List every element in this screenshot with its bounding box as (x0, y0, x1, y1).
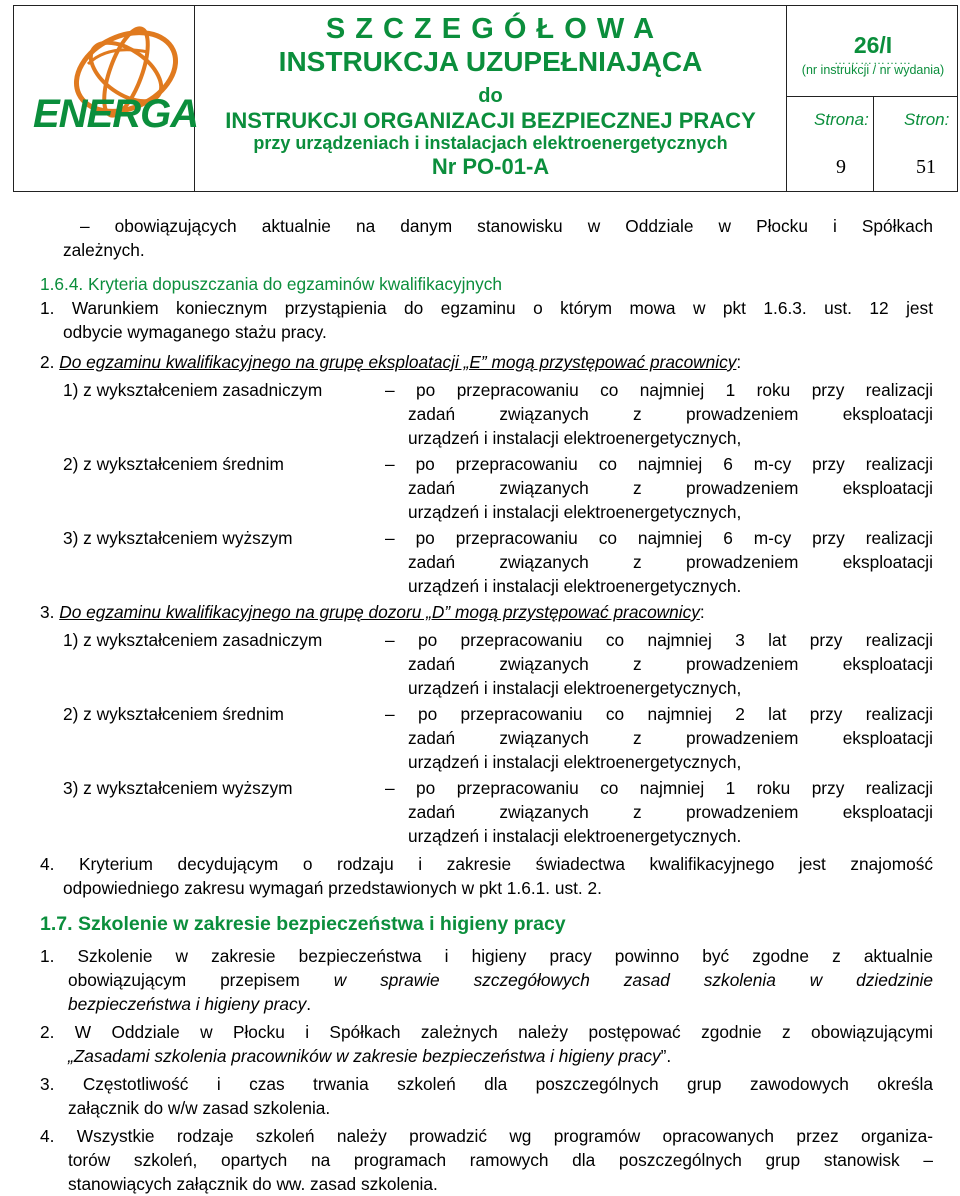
text-line: 3. Częstotliwość i czas trwania szkoleń dla poszczególnych grup zawodowych określa (40, 1074, 933, 1094)
header-divider (786, 96, 957, 97)
text-line: urządzeń i instalacji elektroenergetycznych, (408, 678, 742, 698)
text-line: 2) z wykształceniem średnim (63, 454, 284, 474)
text-line: – po przepracowaniu co najmniej 1 roku przy realizacji (385, 380, 933, 400)
title-line: do (478, 84, 503, 107)
text-line: zadań związanych z prowadzeniem eksploatacji (408, 404, 933, 424)
text-line: urządzeń i instalacji elektroenergetycznych. (408, 576, 742, 596)
paragraph-line (68, 968, 933, 992)
pages-label: Stron: (904, 110, 950, 129)
item-number: 3. (40, 602, 60, 622)
section-heading: 1.7. Szkolenie w zakresie bezpieczeństwa i higieny pracy (40, 913, 566, 935)
text-line: zależnych. (63, 240, 145, 260)
paragraph-line (68, 1044, 671, 1068)
doc-number: 26/I (853, 32, 893, 58)
title-line: INSTRUKCJI ORGANIZACJI BEZPIECZNEJ PRACY (225, 107, 756, 133)
text-line: urządzeń i instalacji elektroenergetycznych. (408, 826, 742, 846)
punctuation: : (736, 352, 742, 372)
text-line: torów szkoleń, opartych na programach ramowych dla poszczególnych grup stanowisk – (68, 1150, 933, 1170)
page-number: 9 (836, 156, 846, 178)
subsection-heading: 1.6.4. Kryteria dopuszczania do egzaminów kwalifikacyjnych (40, 274, 503, 294)
text-line: zadań związanych z prowadzeniem eksploatacji (408, 552, 933, 572)
text-line: urządzeń i instalacji elektroenergetycznych, (408, 428, 742, 448)
punctuation: ”. (660, 1046, 672, 1066)
title-line: INSTRUKCJA UZUPEŁNIAJĄCA (278, 46, 703, 78)
text-line: 2) z wykształceniem średnim (63, 704, 284, 724)
emphasis-text: „Zasadami szkolenia pracowników w zakresie bezpieczeństwa i higieny pracy (68, 1046, 661, 1066)
paragraph-line (68, 992, 311, 1016)
text-line: zadań związanych z prowadzeniem eksploatacji (408, 728, 933, 748)
text-line: – po przepracowaniu co najmniej 6 m-cy przy realizacji (385, 454, 933, 474)
text-line: zadań związanych z prowadzeniem eksploatacji (408, 654, 933, 674)
logo-text: ENERGA (33, 92, 199, 136)
document-title (195, 13, 786, 179)
text-fragment: obowiązującym przepisem (68, 970, 334, 990)
header-divider (873, 96, 874, 191)
emphasis-text: Do egzaminu kwalifikacyjnego na grupę eksploatacji „E” mogą przystępować pracownicy (59, 352, 737, 372)
text-line: – po przepracowaniu co najmniej 2 lat przy realizacji (385, 704, 933, 724)
text-line: 4. Wszystkie rodzaje szkoleń należy prowadzić wg programów opracowanych przez organiza- (40, 1126, 933, 1146)
text-line: 1. Warunkiem koniecznym przystąpienia do egzaminu o którym mowa w pkt 1.6.3. ust. 12 jest (40, 298, 933, 318)
doc-number-dots: ……………… (834, 53, 912, 67)
punctuation: . (306, 994, 312, 1014)
title-line: S Z C Z E G Ó Ł O W A (325, 13, 656, 45)
text-line: 2. W Oddziale w Płocku i Spółkach zależnych należy postępować zgodnie z obowiązującymi (40, 1022, 933, 1042)
paragraph-line (40, 600, 705, 624)
page-label: Strona: (814, 110, 869, 129)
text-line: odbycie wymaganego stażu pracy. (63, 322, 327, 342)
text-line: 3) z wykształceniem wyższym (63, 528, 293, 548)
text-line: – po przepracowaniu co najmniej 1 roku przy realizacji (385, 778, 933, 798)
text-line: urządzeń i instalacji elektroenergetycznych, (408, 502, 742, 522)
doc-number-caption: (nr instrukcji / nr wydania) (801, 63, 945, 77)
text-line: – obowiązujących aktualnie na danym stanowisku w Oddziale w Płocku i Spółkach (80, 216, 933, 236)
title-line: przy urządzeniach i instalacjach elektroenergetycznych (253, 132, 728, 153)
text-line: 4. Kryterium decydującym o rodzaju i zakresie świadectwa kwalifikacyjnego jest znajomość (40, 854, 933, 874)
emphasis-text: w sprawie szczegółowych zasad szkolenia w dziedzinie (333, 970, 934, 990)
text-line: 3) z wykształceniem wyższym (63, 778, 293, 798)
title-line: Nr PO-01-A (431, 153, 550, 179)
text-line: – po przepracowaniu co najmniej 6 m-cy przy realizacji (385, 528, 933, 548)
text-line: 1. Szkolenie w zakresie bezpieczeństwa i higieny pracy powinno być zgodne z aktualnie (40, 946, 933, 966)
text-line: 1) z wykształceniem zasadniczym (63, 380, 323, 400)
item-number: 2. (40, 352, 60, 372)
text-line: stanowiących załącznik do ww. zasad szkolenia. (68, 1174, 438, 1194)
paragraph-line (40, 350, 741, 374)
text-line: – po przepracowaniu co najmniej 3 lat przy realizacji (385, 630, 933, 650)
punctuation: : (699, 602, 705, 622)
page-count: 51 (916, 156, 936, 178)
text-line: zadań związanych z prowadzeniem eksploatacji (408, 478, 933, 498)
emphasis-text: Do egzaminu kwalifikacyjnego na grupę dozoru „D” mogą przystępować pracownicy (59, 602, 700, 622)
text-line: odpowiedniego zakresu wymagań przedstawionych w pkt 1.6.1. ust. 2. (63, 878, 602, 898)
text-line: załącznik do w/w zasad szkolenia. (68, 1098, 331, 1118)
emphasis-text: bezpieczeństwa i higieny pracy (68, 994, 307, 1014)
document-header (13, 5, 958, 192)
energa-logo (18, 24, 199, 174)
text-line: urządzeń i instalacji elektroenergetycznych, (408, 752, 742, 772)
text-line: 1) z wykształceniem zasadniczym (63, 630, 323, 650)
text-line: zadań związanych z prowadzeniem eksploatacji (408, 802, 933, 822)
